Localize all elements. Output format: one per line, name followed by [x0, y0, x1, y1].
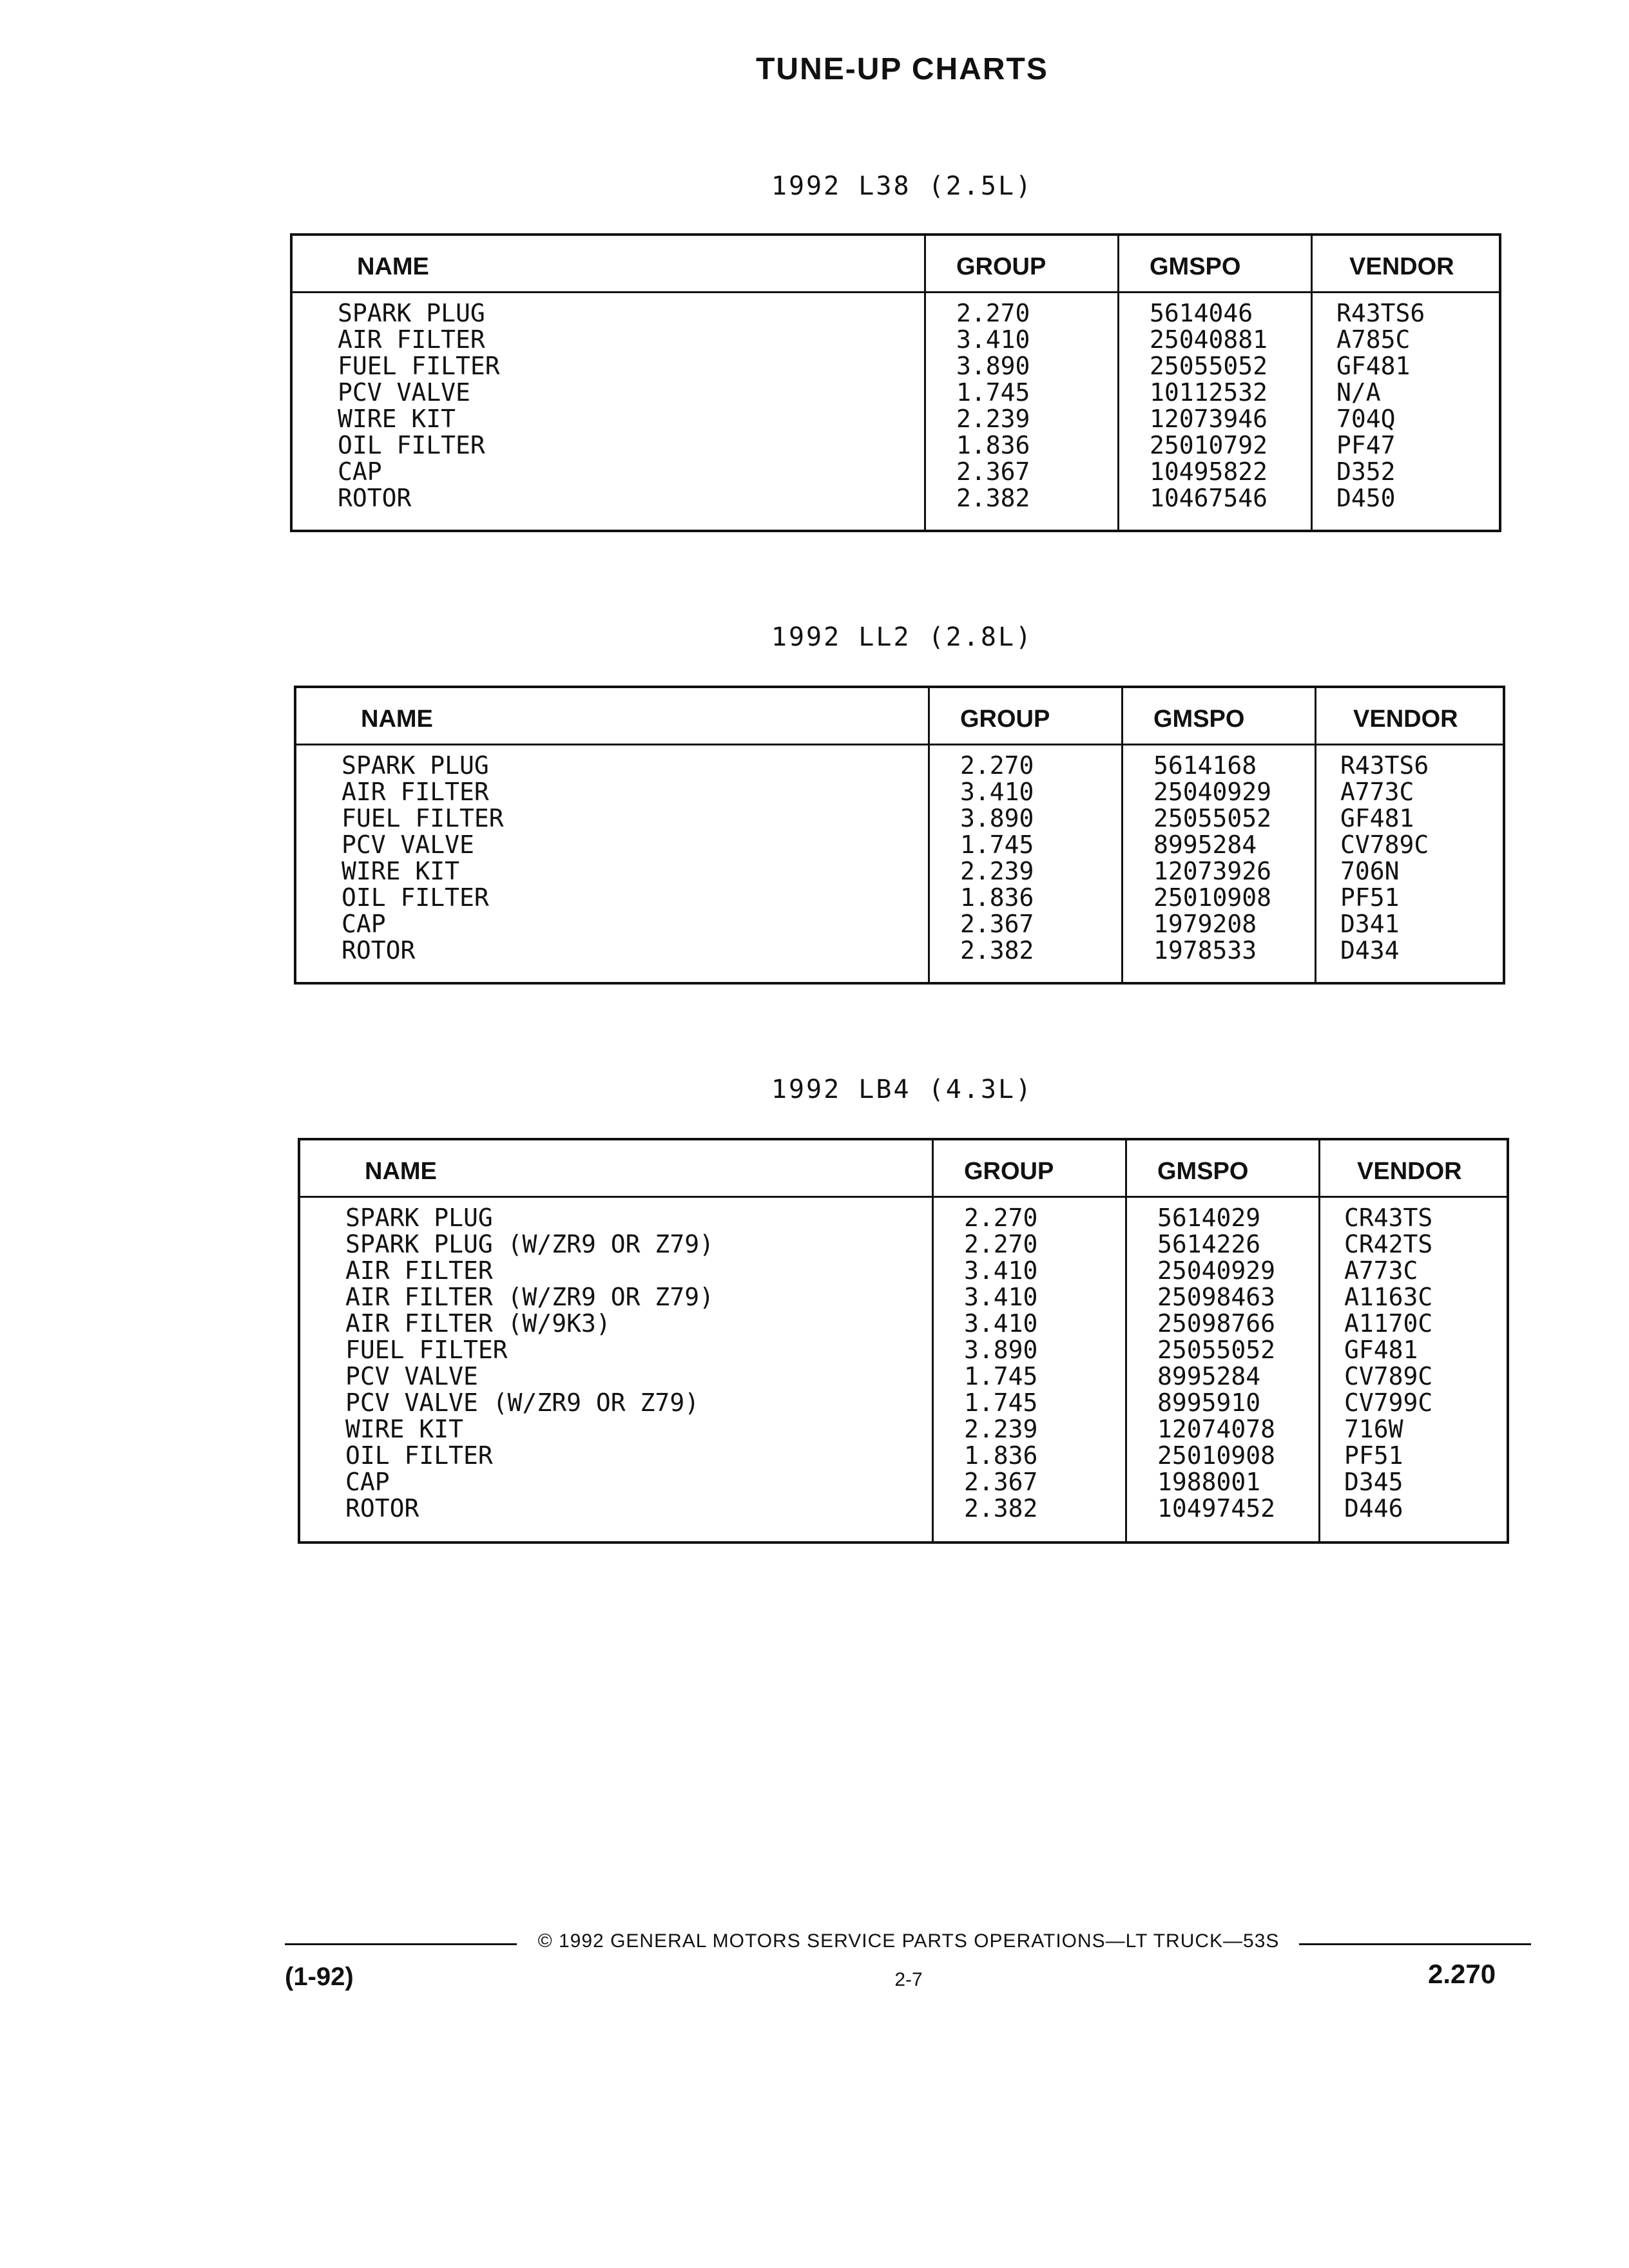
cell-gmspo: 25010908	[1157, 1441, 1276, 1470]
cell-name: OIL FILTER	[338, 431, 485, 459]
parts-table	[298, 1138, 1509, 1544]
cell-group: 1.745	[964, 1362, 1038, 1390]
cell-gmspo: 10467546	[1150, 484, 1268, 512]
page-title: TUNE-UP CHARTS	[756, 52, 1048, 86]
cell-gmspo: 25010908	[1153, 883, 1272, 912]
column-header-group: GROUP	[956, 253, 1046, 280]
cell-group: 3.410	[964, 1309, 1038, 1338]
cell-name: CAP	[345, 1468, 390, 1496]
cell-gmspo: 8995284	[1157, 1362, 1261, 1390]
cell-vendor: PF47	[1336, 431, 1396, 459]
cell-name: ROTOR	[338, 484, 412, 512]
cell-name: CAP	[338, 457, 382, 486]
cell-vendor: CV789C	[1344, 1362, 1433, 1390]
cell-group: 3.410	[960, 778, 1034, 806]
cell-vendor: 706N	[1340, 857, 1400, 885]
cell-vendor: D345	[1344, 1468, 1403, 1496]
table-row	[293, 485, 1499, 512]
column-header-name: NAME	[361, 706, 433, 733]
footer-copyright: © 1992 GENERAL MOTORS SERVICE PARTS OPERATIONS—LT TRUCK—53S	[537, 1930, 1280, 1952]
column-header-gmspo: GMSPO	[1150, 253, 1241, 280]
table-row	[293, 327, 1499, 353]
cell-group: 1.745	[964, 1389, 1038, 1417]
cell-group: 2.382	[956, 484, 1030, 512]
cell-name: WIRE KIT	[342, 857, 460, 885]
table-row	[300, 1311, 1507, 1337]
cell-vendor: GF481	[1340, 804, 1414, 832]
cell-gmspo: 12073926	[1153, 857, 1272, 885]
cell-name: SPARK PLUG (W/ZR9 OR Z79)	[345, 1230, 714, 1258]
cell-name: PCV VALVE	[342, 831, 474, 859]
cell-group: 1.836	[964, 1441, 1038, 1470]
table-row	[293, 353, 1499, 380]
cell-vendor: CR42TS	[1344, 1230, 1433, 1258]
cell-group: 3.410	[956, 325, 1030, 354]
cell-name: ROTOR	[342, 936, 416, 965]
cell-name: AIR FILTER (W/9K3)	[345, 1309, 611, 1338]
cell-group: 2.270	[964, 1230, 1038, 1258]
table-row	[300, 1337, 1507, 1363]
cell-name: FUEL FILTER	[338, 352, 500, 380]
column-header-gmspo: GMSPO	[1157, 1158, 1249, 1185]
cell-group: 2.367	[964, 1468, 1038, 1496]
table-row	[293, 459, 1499, 485]
cell-vendor: N/A	[1336, 378, 1381, 407]
table-row	[293, 432, 1499, 459]
cell-gmspo: 8995284	[1153, 831, 1257, 859]
table-row	[296, 937, 1503, 964]
cell-name: PCV VALVE (W/ZR9 OR Z79)	[345, 1389, 700, 1417]
cell-group: 2.270	[956, 299, 1030, 327]
table-row	[293, 300, 1499, 327]
cell-group: 2.382	[960, 936, 1034, 965]
cell-name: FUEL FILTER	[345, 1336, 508, 1364]
table-row	[300, 1284, 1507, 1311]
cell-gmspo: 25055052	[1150, 352, 1268, 380]
cell-vendor: CV789C	[1340, 831, 1429, 859]
cell-group: 2.367	[960, 910, 1034, 938]
table-row	[300, 1469, 1507, 1495]
table-row	[296, 779, 1503, 805]
cell-gmspo: 25098463	[1157, 1283, 1276, 1311]
cell-gmspo: 1979208	[1153, 910, 1257, 938]
table-row	[300, 1390, 1507, 1416]
cell-group: 2.270	[964, 1204, 1038, 1232]
cell-vendor: CV799C	[1344, 1389, 1433, 1417]
table-heading: 1992 LB4 (4.3L)	[771, 1075, 1034, 1104]
table-header-row	[296, 688, 1503, 745]
footer-group-number: 2.270	[1428, 1959, 1496, 1989]
cell-gmspo: 25055052	[1157, 1336, 1276, 1364]
table-heading: 1992 LL2 (2.8L)	[771, 622, 1034, 652]
cell-name: SPARK PLUG	[338, 299, 485, 327]
table-row	[300, 1416, 1507, 1443]
table-body	[296, 753, 1503, 964]
column-header-group: GROUP	[960, 706, 1050, 733]
cell-gmspo: 5614226	[1157, 1230, 1261, 1258]
column-header-group: GROUP	[964, 1158, 1054, 1185]
column-header-name: NAME	[357, 253, 429, 280]
cell-gmspo: 5614046	[1150, 299, 1253, 327]
cell-group: 2.382	[964, 1494, 1038, 1523]
column-header-vendor: VENDOR	[1353, 706, 1458, 733]
cell-vendor: D434	[1340, 936, 1400, 965]
cell-group: 2.239	[960, 857, 1034, 885]
cell-group: 3.890	[960, 804, 1034, 832]
table-row	[296, 753, 1503, 779]
cell-gmspo: 10495822	[1150, 457, 1268, 486]
column-header-vendor: VENDOR	[1357, 1158, 1462, 1185]
table-row	[296, 885, 1503, 911]
cell-vendor: A1170C	[1344, 1309, 1433, 1338]
cell-group: 1.745	[960, 831, 1034, 859]
footer-rule-right	[1299, 1943, 1531, 1945]
cell-gmspo: 25040881	[1150, 325, 1268, 354]
cell-name: WIRE KIT	[338, 405, 456, 433]
column-header-name: NAME	[365, 1158, 437, 1185]
cell-name: OIL FILTER	[342, 883, 489, 912]
cell-group: 2.239	[956, 405, 1030, 433]
parts-table	[294, 686, 1505, 985]
cell-name: WIRE KIT	[345, 1415, 464, 1443]
cell-group: 3.890	[964, 1336, 1038, 1364]
cell-name: PCV VALVE	[345, 1362, 478, 1390]
cell-vendor: PF51	[1340, 883, 1400, 912]
cell-gmspo: 1988001	[1157, 1468, 1261, 1496]
table-row	[296, 858, 1503, 885]
footer-revision: (1-92)	[285, 1963, 354, 1991]
cell-name: SPARK PLUG	[342, 751, 489, 780]
cell-vendor: D341	[1340, 910, 1400, 938]
table-row	[300, 1258, 1507, 1284]
footer-rule-left	[285, 1943, 517, 1945]
cell-gmspo: 12074078	[1157, 1415, 1276, 1443]
cell-vendor: D450	[1336, 484, 1396, 512]
cell-vendor: 704Q	[1336, 405, 1396, 433]
cell-gmspo: 25098766	[1157, 1309, 1276, 1338]
table-row	[300, 1205, 1507, 1231]
cell-vendor: GF481	[1344, 1336, 1418, 1364]
cell-vendor: A785C	[1336, 325, 1411, 354]
cell-group: 2.367	[956, 457, 1030, 486]
cell-name: AIR FILTER	[342, 778, 489, 806]
cell-name: OIL FILTER	[345, 1441, 493, 1470]
cell-name: AIR FILTER	[345, 1256, 493, 1285]
table-row	[293, 406, 1499, 432]
table-row	[296, 832, 1503, 858]
table-row	[296, 805, 1503, 832]
cell-group: 1.745	[956, 378, 1030, 407]
cell-group: 3.410	[964, 1256, 1038, 1285]
cell-vendor: R43TS6	[1336, 299, 1425, 327]
cell-vendor: 716W	[1344, 1415, 1403, 1443]
cell-group: 2.239	[964, 1415, 1038, 1443]
table-row	[300, 1443, 1507, 1469]
table-body	[293, 300, 1499, 512]
cell-name: FUEL FILTER	[342, 804, 504, 832]
cell-name: AIR FILTER	[338, 325, 485, 354]
cell-group: 1.836	[956, 431, 1030, 459]
cell-vendor: CR43TS	[1344, 1204, 1433, 1232]
cell-gmspo: 5614168	[1153, 751, 1257, 780]
cell-gmspo: 8995910	[1157, 1389, 1261, 1417]
cell-name: CAP	[342, 910, 386, 938]
cell-vendor: R43TS6	[1340, 751, 1429, 780]
cell-vendor: A1163C	[1344, 1283, 1433, 1311]
table-heading: 1992 L38 (2.5L)	[771, 171, 1034, 201]
column-header-gmspo: GMSPO	[1153, 706, 1245, 733]
cell-gmspo: 10112532	[1150, 378, 1268, 407]
cell-group: 3.890	[956, 352, 1030, 380]
cell-gmspo: 10497452	[1157, 1494, 1276, 1523]
table-row	[293, 380, 1499, 406]
cell-vendor: A773C	[1344, 1256, 1418, 1285]
cell-name: ROTOR	[345, 1494, 419, 1523]
cell-vendor: D446	[1344, 1494, 1403, 1523]
table-row	[300, 1363, 1507, 1390]
cell-name: PCV VALVE	[338, 378, 470, 407]
table-header-row	[300, 1140, 1507, 1198]
parts-table	[290, 233, 1501, 532]
cell-gmspo: 5614029	[1157, 1204, 1261, 1232]
cell-gmspo: 12073946	[1150, 405, 1268, 433]
cell-vendor: GF481	[1336, 352, 1411, 380]
cell-vendor: D352	[1336, 457, 1396, 486]
cell-gmspo: 25040929	[1157, 1256, 1276, 1285]
table-row	[296, 911, 1503, 937]
cell-gmspo: 1978533	[1153, 936, 1257, 965]
cell-name: AIR FILTER (W/ZR9 OR Z79)	[345, 1283, 714, 1311]
cell-name: SPARK PLUG	[345, 1204, 493, 1232]
cell-gmspo: 25055052	[1153, 804, 1272, 832]
cell-vendor: PF51	[1344, 1441, 1403, 1470]
cell-vendor: A773C	[1340, 778, 1414, 806]
cell-group: 2.270	[960, 751, 1034, 780]
cell-group: 3.410	[964, 1283, 1038, 1311]
cell-gmspo: 25040929	[1153, 778, 1272, 806]
table-header-row	[293, 236, 1499, 293]
table-row	[300, 1495, 1507, 1522]
cell-group: 1.836	[960, 883, 1034, 912]
column-header-vendor: VENDOR	[1349, 253, 1454, 280]
cell-gmspo: 25010792	[1150, 431, 1268, 459]
table-body	[300, 1205, 1507, 1522]
footer-page-number: 2-7	[894, 1969, 923, 1990]
table-row	[300, 1231, 1507, 1258]
